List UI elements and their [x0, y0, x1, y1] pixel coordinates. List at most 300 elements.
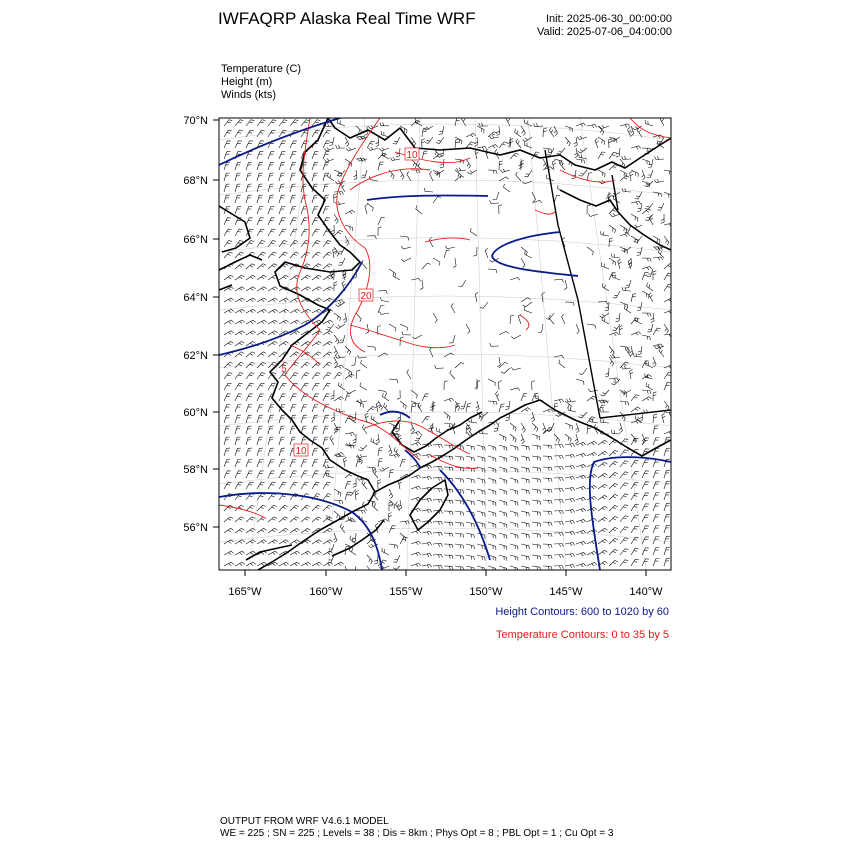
wind-barb	[444, 445, 453, 449]
wind-barb	[356, 313, 361, 322]
wind-barb	[422, 151, 428, 159]
wind-barb	[268, 218, 275, 225]
wind-barb	[301, 206, 307, 214]
wind-barb	[301, 471, 308, 478]
wind-barb	[488, 269, 497, 273]
wind-barb	[620, 505, 628, 511]
wind-barb	[323, 394, 330, 401]
wind-barb	[433, 521, 443, 524]
wind-barb	[609, 549, 618, 555]
wind-barb	[576, 486, 586, 490]
wind-barb	[235, 528, 244, 533]
wind-barb	[358, 445, 367, 451]
wind-barb	[587, 125, 597, 129]
wind-barb	[466, 159, 471, 169]
wind-barb	[510, 555, 518, 561]
wind-barb	[312, 448, 318, 456]
wind-barb	[346, 443, 356, 446]
wind-barb	[433, 466, 443, 469]
wind-barb	[565, 565, 575, 568]
wind-barb	[433, 488, 443, 491]
wind-barb	[279, 162, 285, 170]
wind-barb	[362, 480, 367, 489]
wind-barb	[301, 309, 311, 313]
wind-barb	[224, 252, 233, 258]
wind-barb	[433, 543, 443, 546]
wind-barb	[301, 551, 311, 555]
wind-barb	[378, 306, 384, 314]
wind-barb	[356, 370, 360, 379]
temperature-contour-legend: Temperature Contours: 0 to 35 by 5	[495, 629, 669, 641]
wind-barb	[224, 405, 230, 413]
wind-barb	[379, 467, 389, 471]
wind-barb	[444, 398, 454, 402]
wind-barb	[488, 478, 496, 484]
wind-barb	[257, 540, 267, 544]
wind-barb	[631, 559, 639, 566]
wind-barb	[587, 562, 597, 566]
wind-barb	[664, 383, 671, 390]
wind-barb	[565, 455, 575, 458]
wind-barb	[488, 379, 495, 386]
wind-barb	[224, 471, 231, 478]
wind-barb	[532, 555, 541, 560]
wind-barb	[268, 206, 274, 214]
wind-barb	[235, 298, 245, 302]
wind-barb	[543, 533, 552, 537]
wind-barb	[522, 181, 532, 184]
wind-barb	[402, 331, 411, 335]
wind-barb	[422, 263, 431, 269]
wind-barb	[301, 373, 309, 379]
wind-barb	[531, 412, 535, 422]
wind-barb	[493, 192, 499, 200]
wind-barb	[279, 206, 285, 214]
wind-barb	[323, 460, 329, 468]
wind-barb	[466, 456, 474, 461]
wind-barb	[301, 275, 310, 280]
wind-barb	[440, 159, 444, 168]
longitude-axis	[245, 570, 646, 576]
wind-barb	[341, 182, 345, 192]
wind-barb	[587, 452, 597, 456]
wind-barb	[524, 170, 532, 177]
wind-barb	[246, 448, 252, 456]
wind-barb	[301, 229, 308, 236]
wind-barb	[532, 500, 541, 505]
wind-barb	[510, 500, 518, 506]
wind-barb	[336, 302, 346, 307]
wind-barb	[224, 120, 232, 126]
wind-barb	[383, 393, 390, 401]
wind-barb	[449, 335, 455, 343]
wind-barb	[224, 309, 234, 313]
wind-barb	[521, 258, 525, 268]
wind-barb	[521, 126, 525, 136]
wind-barb	[235, 405, 241, 413]
wind-barb	[312, 362, 321, 368]
wind-barb	[664, 412, 673, 416]
wind-barb	[312, 252, 321, 258]
wind-barb	[499, 205, 502, 214]
wind-barb	[543, 489, 552, 493]
wind-barb	[499, 511, 507, 517]
wind-barb	[598, 484, 607, 489]
wind-barb	[653, 328, 660, 335]
wind-barb	[301, 120, 309, 126]
wind-barb	[642, 361, 649, 368]
wind-barb	[521, 544, 529, 549]
wind-barb	[642, 537, 649, 544]
wind-barb	[620, 527, 628, 533]
wind-barb	[433, 313, 437, 323]
wind-barb	[653, 257, 663, 261]
wind-barb	[235, 309, 245, 313]
wind-barb	[455, 363, 464, 369]
wind-barb	[642, 335, 650, 340]
wind-barb	[279, 195, 285, 203]
wind-barb	[510, 478, 518, 484]
wind-barb	[521, 522, 529, 527]
wind-barb	[246, 352, 255, 357]
wind-barb	[516, 139, 521, 148]
wind-barb	[511, 367, 521, 370]
wind-barb	[543, 467, 552, 471]
wind-barb	[579, 170, 587, 176]
wind-barb	[312, 130, 320, 137]
wind-barb	[246, 437, 252, 445]
wind-barb	[562, 314, 566, 324]
wind-barb	[381, 297, 390, 302]
wind-barb	[257, 195, 263, 203]
wind-barb	[655, 156, 665, 159]
wind-barb	[334, 373, 342, 380]
wind-barb	[389, 454, 399, 458]
wind-barb	[235, 482, 243, 489]
wind-barb	[235, 130, 243, 137]
wind-barb	[439, 126, 444, 134]
wind-barb	[466, 445, 474, 450]
wind-barb	[433, 444, 443, 447]
wind-barb	[664, 298, 674, 302]
wind-barb	[477, 478, 485, 484]
wind-barb	[268, 482, 276, 489]
wind-barb	[628, 127, 632, 137]
wind-barb	[510, 315, 514, 324]
wind-barb	[367, 236, 376, 239]
wind-barb	[246, 173, 252, 181]
wind-barb	[631, 201, 641, 205]
wind-barb	[257, 482, 265, 489]
wind-barb	[246, 562, 256, 566]
wind-barb	[422, 531, 432, 535]
wind-barb	[323, 362, 332, 368]
wind-barb	[587, 441, 597, 445]
wind-barb	[224, 394, 231, 401]
wind-barb	[312, 383, 320, 390]
wind-barb	[246, 275, 255, 280]
wind-barb	[323, 264, 332, 269]
wind-barb	[455, 522, 464, 527]
wind-barb	[246, 505, 255, 511]
wind-barb	[235, 341, 244, 346]
wind-barb	[616, 313, 620, 322]
wind-barb	[279, 320, 289, 324]
wind-barb	[653, 548, 659, 556]
wind-barb	[444, 566, 453, 570]
wind-barb	[609, 225, 616, 233]
wind-barb	[430, 347, 433, 357]
wind-barb	[323, 494, 331, 500]
wind-barb	[312, 152, 318, 159]
wind-barb	[257, 505, 266, 511]
wind-barb	[235, 320, 245, 324]
wind-barb	[642, 460, 649, 467]
wind-barb	[653, 559, 659, 567]
wind-barb	[246, 298, 256, 302]
wind-barb	[338, 382, 345, 390]
wind-barb	[384, 403, 390, 412]
wind-barb	[257, 460, 263, 468]
wind-barb	[554, 500, 564, 503]
wind-barb	[642, 390, 651, 394]
wind-barb	[224, 341, 233, 346]
wind-barb	[521, 423, 525, 433]
wind-barb	[290, 206, 296, 214]
wind-barb	[488, 544, 496, 550]
wind-barb	[664, 192, 671, 199]
wind-barb	[279, 505, 288, 511]
wind-barb	[664, 470, 670, 478]
wind-barb	[576, 508, 586, 512]
wind-barb	[422, 542, 432, 546]
wind-barb	[587, 485, 597, 489]
wind-barb	[524, 142, 532, 148]
model-info-line1: OUTPUT FROM WRF V4.6.1 MODEL	[220, 816, 389, 827]
wind-barb	[579, 368, 587, 375]
wind-barb	[444, 250, 450, 258]
wind-barb	[609, 516, 618, 522]
wind-barb	[444, 456, 453, 460]
wind-barb	[279, 298, 289, 302]
wind-barb	[268, 264, 277, 269]
lat-label: 68°N	[183, 175, 208, 187]
wind-barb	[576, 541, 586, 545]
wind-barb	[290, 162, 296, 170]
wind-barb	[235, 229, 242, 236]
wind-barb	[565, 434, 571, 442]
lon-label: 145°W	[549, 586, 583, 598]
wind-barb	[510, 544, 518, 550]
wind-barb	[631, 460, 639, 467]
wind-barb	[598, 495, 607, 500]
wind-barb	[279, 141, 286, 148]
boundary-lines	[545, 150, 671, 418]
wind-barb	[477, 489, 485, 495]
wind-barb	[328, 173, 335, 181]
wind-barb	[328, 544, 334, 552]
wind-barb	[609, 152, 617, 159]
wind-barb	[572, 170, 576, 179]
wind-barb	[323, 517, 332, 522]
wind-barb	[353, 478, 356, 487]
lat-label: 60°N	[183, 407, 208, 419]
wind-barb	[290, 309, 300, 313]
wind-barb	[312, 195, 318, 203]
wind-barb	[653, 438, 659, 446]
wind-barb	[400, 170, 404, 180]
wind-barb	[532, 544, 541, 549]
wind-barb	[554, 489, 564, 492]
wind-barb	[345, 481, 351, 489]
wind-barb	[312, 517, 321, 522]
wind-barb	[576, 519, 586, 523]
wind-barb	[598, 137, 605, 145]
wind-barb	[523, 137, 532, 142]
wind-barb	[279, 517, 288, 522]
wind-barb	[312, 309, 322, 313]
wind-barb	[235, 562, 245, 566]
wind-barb	[312, 505, 321, 511]
contour-label: 20	[360, 291, 372, 302]
wind-barb	[257, 287, 267, 291]
wind-barb	[257, 298, 267, 302]
wind-barb	[477, 467, 485, 473]
wind-barb	[376, 402, 380, 412]
wind-barb	[510, 423, 516, 431]
wind-barb	[224, 195, 230, 203]
wind-barb	[389, 379, 398, 383]
wind-barb	[499, 478, 507, 484]
wind-barb	[334, 346, 338, 356]
wind-barb	[429, 237, 433, 247]
wind-barb	[290, 252, 299, 258]
wind-barb	[664, 324, 669, 334]
wind-barb	[424, 188, 433, 192]
wind-barb	[653, 392, 657, 401]
wind-barb	[609, 560, 618, 566]
wind-barb	[488, 522, 496, 528]
wind-barb	[613, 274, 620, 281]
wind-barb	[532, 467, 541, 472]
wind-barb	[510, 489, 518, 495]
wind-barb	[455, 555, 464, 560]
wind-barb	[625, 280, 631, 288]
wind-barb	[268, 120, 276, 126]
wind-barb	[470, 228, 477, 236]
wind-barb	[246, 120, 254, 126]
wind-barb	[455, 478, 464, 483]
wind-barb	[565, 543, 575, 546]
wind-barb	[543, 148, 552, 153]
wind-barb	[645, 203, 653, 209]
wind-barb	[290, 517, 299, 522]
wind-barb	[397, 390, 400, 399]
wind-barb	[224, 426, 230, 434]
wind-barb	[642, 504, 649, 511]
wind-barb	[488, 445, 496, 451]
wind-barb	[510, 434, 516, 442]
wind-barb	[455, 511, 464, 516]
wind-barb	[235, 540, 245, 544]
wind-barb	[445, 246, 455, 249]
wind-barb	[609, 332, 619, 336]
wind-barb	[609, 538, 618, 544]
wind-barb	[378, 480, 381, 489]
wind-barb	[499, 445, 507, 451]
wind-barb	[279, 540, 289, 544]
wind-barb	[323, 437, 329, 445]
wind-barb	[246, 383, 254, 390]
wind-barb	[235, 383, 243, 390]
wind-barb	[642, 159, 650, 165]
wind-barb	[312, 229, 319, 236]
wind-barb	[371, 415, 378, 423]
wind-barb	[290, 120, 298, 126]
wind-barb	[488, 511, 496, 517]
wind-barb	[559, 360, 565, 368]
wind-barb	[301, 341, 310, 346]
wind-barb	[268, 287, 278, 291]
wind-barb	[407, 171, 411, 181]
wind-barb	[257, 218, 264, 225]
wind-barb	[477, 126, 484, 133]
wind-barb	[246, 195, 252, 203]
wind-barb	[361, 360, 367, 368]
wind-barb	[543, 566, 552, 570]
wind-barb	[246, 141, 253, 148]
wind-barb	[257, 241, 265, 248]
wind-barb	[477, 555, 485, 561]
wind-barb	[631, 515, 639, 522]
wind-barb	[444, 544, 453, 548]
wind-barb	[312, 373, 320, 379]
wind-barb	[642, 291, 649, 298]
wind-barb	[312, 551, 322, 555]
wind-barb	[642, 493, 649, 500]
wind-barb	[602, 283, 609, 291]
wind-barb	[631, 407, 640, 412]
wind-barb	[620, 472, 628, 478]
wind-barb	[312, 275, 321, 280]
wind-barb	[411, 278, 421, 281]
wind-barb	[279, 437, 285, 445]
wind-barb	[345, 393, 351, 401]
wind-barb	[290, 152, 296, 159]
wind-barb	[323, 184, 329, 192]
wind-barb	[312, 405, 318, 413]
wind-barb	[323, 206, 329, 214]
wind-barb	[290, 528, 299, 533]
wind-barb	[224, 130, 232, 137]
wind-barb	[334, 214, 338, 224]
wind-barb	[235, 252, 244, 258]
wind-barb	[554, 279, 564, 282]
wind-barb	[360, 383, 367, 390]
wind-barb	[268, 298, 278, 302]
wind-barb	[290, 352, 299, 357]
wind-barb	[279, 528, 288, 533]
wind-barb	[257, 275, 266, 280]
wind-barb	[664, 431, 674, 435]
wind-barb	[644, 181, 653, 187]
wind-barb	[433, 565, 443, 568]
wind-barb	[554, 478, 564, 481]
wind-barb	[510, 533, 518, 539]
wind-barb	[324, 147, 334, 151]
wind-barb	[564, 280, 567, 290]
wind-barb	[631, 526, 639, 533]
